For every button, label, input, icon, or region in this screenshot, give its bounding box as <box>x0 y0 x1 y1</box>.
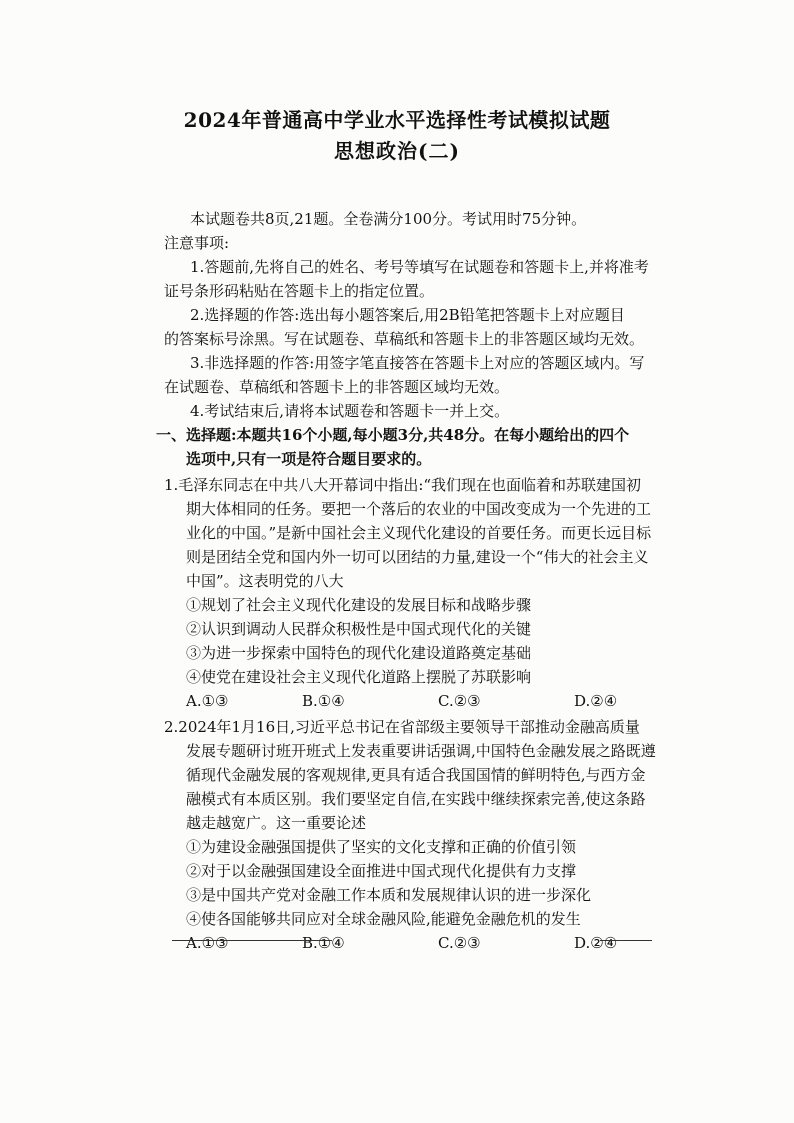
q1-statement-2: ②认识到调动人民群众积极性是中国式现代化的关键 <box>186 620 532 638</box>
notice-item-1-line-1: 1.答题前,先将自己的姓名、考号等填写在试题卷和答题卡上,并将准考 <box>190 258 649 276</box>
q1-stem-line-1: 1.毛泽东同志在中共八大开幕词中指出:“我们现在也面临着和苏联建国初 <box>164 476 642 494</box>
q1-statement-1: ①规划了社会主义现代化建设的发展目标和战略步骤 <box>186 596 532 614</box>
notice-heading: 注意事项: <box>164 234 230 252</box>
q1-option-b: B.①④ <box>302 692 345 710</box>
notice-item-2-line-2: 的答案标号涂黑。写在试题卷、草稿纸和答题卡上的非答题区域均无效。 <box>164 330 645 348</box>
q2-option-d: D.②④ <box>574 934 618 952</box>
notice-item-1-line-2: 证号条形码粘贴在答题卡上的指定位置。 <box>164 282 435 300</box>
q1-option-c: C.②③ <box>438 692 481 710</box>
q2-statement-3: ③是中国共产党对金融工作本质和发展规律认识的进一步深化 <box>186 886 592 904</box>
intro-text: 本试题卷共8页,21题。全卷满分100分。考试用时75分钟。 <box>190 210 587 228</box>
q1-stem-line-2: 期大体相同的任务。要把一个落后的农业的中国改变成为一个先进的工 <box>186 500 652 518</box>
page-subtitle: 思想政治(二) <box>334 139 460 163</box>
q2-option-c: C.②③ <box>438 934 481 952</box>
q2-statement-2: ②对于以金融强国建设全面推进中国式现代化提供有力支撑 <box>186 862 577 880</box>
q2-option-b: B.①④ <box>302 934 345 952</box>
notice-item-4-line-1: 4.考试结束后,请将本试题卷和答题卡一并上交。 <box>190 402 510 420</box>
notice-item-2-line-1: 2.选择题的作答:选出每小题答案后,用2B铅笔把答题卡上对应题目 <box>190 306 625 324</box>
q1-stem-line-4: 则是团结全党和国内外一切可以团结的力量,建设一个“伟大的社会主义 <box>186 548 649 566</box>
q2-statement-1: ①为建设金融强国提供了坚实的文化支撑和正确的价值引领 <box>186 838 577 856</box>
q2-stem-line-1: 2.2024年1月16日,习近平总书记在省部级主要领导干部推动金融高质量 <box>164 718 640 736</box>
q2-stem-line-3: 循现代金融发展的客观规律,更具有适合我国国情的鲜明特色,与西方金 <box>186 766 646 784</box>
q1-statement-3: ③为进一步探索中国特色的现代化建设道路奠定基础 <box>186 644 532 662</box>
q1-stem-line-5: 中国”。这表明党的八大 <box>186 572 344 590</box>
q2-option-a: A.①③ <box>186 934 229 952</box>
notice-item-3-line-1: 3.非选择题的作答:用签字笔直接答在答题卡上对应的答题区域内。写 <box>190 354 645 372</box>
footer-rule-left <box>172 940 332 941</box>
q2-stem-line-2: 发展专题研讨班开班式上发表重要讲话强调,中国特色金融发展之路既遵 <box>186 742 656 760</box>
section-heading-line-2: 选项中,只有一项是符合题目要求的。 <box>186 450 432 468</box>
footer-rule-right <box>600 940 652 941</box>
notice-item-3-line-2: 在试题卷、草稿纸和答题卡上的非答题区域均无效。 <box>164 378 510 396</box>
q1-stem-line-3: 业化的中国。”是新中国社会主义现代化建设的首要任务。而更长远目标 <box>186 524 652 542</box>
page-title: 2024年普通高中学业水平选择性考试模拟试题 <box>183 108 611 132</box>
section-heading-line-1: 一、选择题:本题共16个小题,每小题3分,共48分。在每小题给出的四个 <box>156 426 630 444</box>
q2-statement-4: ④使各国能够共同应对全球金融风险,能避免金融危机的发生 <box>186 910 581 928</box>
q1-option-a: A.①③ <box>186 692 229 710</box>
q1-option-d: D.②④ <box>574 692 618 710</box>
q2-stem-line-5: 越走越宽广。这一重要论述 <box>186 814 367 832</box>
q2-stem-line-4: 融模式有本质区别。我们要坚定自信,在实践中继续探索完善,使这条路 <box>186 790 646 808</box>
q1-statement-4: ④使党在建设社会主义现代化道路上摆脱了苏联影响 <box>186 668 532 686</box>
